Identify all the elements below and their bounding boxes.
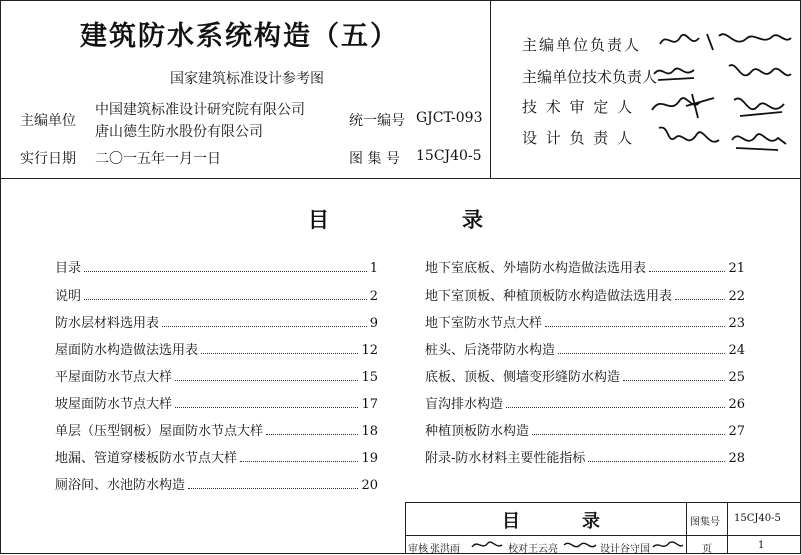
toc-entry-page: 17: [361, 397, 378, 412]
toc-entry[interactable]: [425, 446, 745, 466]
leader-dots: [675, 299, 725, 300]
impl-date: 二〇一五年一月一日: [95, 151, 221, 167]
signature-mark: [655, 26, 795, 54]
approval-label: 主编单位负责人: [522, 36, 642, 54]
editor-units: [95, 99, 305, 143]
toc-entry-title: 说明: [55, 289, 82, 304]
unified-no: GJCT-093: [416, 110, 483, 126]
signature-mark: [470, 537, 506, 553]
signature-mark: [651, 537, 685, 553]
toc-entry[interactable]: [425, 365, 745, 385]
toc-entry[interactable]: [425, 338, 745, 358]
leader-dots: [506, 407, 725, 408]
toc-entry-page: 26: [728, 397, 745, 412]
toc-entry[interactable]: [425, 256, 745, 276]
toc-entry-title: 盲沟排水构造: [425, 397, 504, 412]
toc-entry-page: 19: [361, 451, 378, 466]
toc-entry[interactable]: [425, 284, 745, 304]
atlas-no-label: 图 集 号: [349, 151, 400, 167]
leader-dots: [188, 488, 358, 489]
atlas-title: 建筑防水系统构造（五）: [80, 21, 399, 52]
toc-entry-title: 目录: [55, 261, 82, 276]
divider: [406, 535, 801, 536]
sheet-title-char: 目: [502, 511, 520, 532]
unified-no-label: 统一编号: [349, 113, 405, 129]
toc-entry-title: 平屋面防水节点大样: [55, 370, 173, 385]
atlas-no: 15CJ40-5: [734, 513, 781, 524]
toc-entry-page: 28: [728, 451, 745, 466]
toc-entry-page: 23: [728, 316, 745, 331]
toc-entry-page: 20: [361, 478, 378, 493]
toc-entry[interactable]: [55, 338, 378, 358]
toc-entry-title: 地下室顶板、种植顶板防水构造做法选用表: [425, 289, 673, 304]
approval-label: 设 计 负 责 人: [522, 129, 635, 147]
signature-mark: [725, 58, 795, 88]
toc-title-char: 录: [462, 207, 483, 232]
toc-entry-title: 坡屋面防水节点大样: [55, 397, 173, 412]
toc-entry[interactable]: [425, 419, 745, 439]
leader-dots: [162, 326, 367, 327]
check-name: 王云亮: [528, 544, 558, 555]
toc-entry-page: 9: [369, 316, 378, 331]
design-label: 设计: [600, 544, 620, 555]
divider: [727, 503, 728, 554]
toc-entry-title: 种植顶板防水构造: [425, 424, 530, 439]
toc-entry[interactable]: [425, 311, 745, 331]
toc-entry-title: 附录-防水材料主要性能指标: [425, 451, 586, 466]
leader-dots: [84, 271, 367, 272]
atlas-no-label: 图集号: [690, 517, 720, 528]
toc-entry-page: 18: [361, 424, 378, 439]
toc-entry-page: 2: [369, 289, 378, 304]
leader-dots: [649, 271, 725, 272]
page-label: 页: [702, 544, 712, 555]
leader-dots: [175, 407, 358, 408]
divider: [686, 503, 687, 554]
check-label: 校对: [508, 544, 528, 555]
toc-entry-title: 屋面防水构造做法选用表: [55, 343, 199, 358]
page-no: 1: [758, 540, 765, 551]
toc-entry-page: 25: [728, 370, 745, 385]
review-name: 张洪雨: [430, 544, 460, 555]
leader-dots: [545, 326, 725, 327]
leader-dots: [623, 380, 725, 381]
signature-mark: [730, 90, 790, 124]
toc-entry-page: 27: [728, 424, 745, 439]
toc-entry[interactable]: [55, 284, 378, 304]
review-label: 审核: [408, 544, 428, 555]
atlas-subtitle: 国家建筑标准设计参考图: [170, 71, 324, 87]
toc-entry-page: 12: [361, 343, 378, 358]
toc-entry[interactable]: [55, 473, 378, 493]
atlas-no: 15CJ40-5: [416, 148, 482, 164]
leader-dots: [201, 353, 358, 354]
signature-mark: [655, 120, 725, 154]
header-info: [0, 0, 491, 178]
toc-entry[interactable]: [55, 365, 378, 385]
toc-entry-page: 21: [728, 261, 745, 276]
toc-entry-title: 地下室底板、外墙防水构造做法选用表: [425, 261, 647, 276]
signature-mark: [648, 88, 718, 122]
toc-entry[interactable]: [55, 256, 378, 276]
editor-unit: 中国建筑标准设计研究院有限公司: [95, 102, 305, 118]
impl-date-label: 实行日期: [20, 151, 76, 167]
leader-dots: [558, 353, 725, 354]
leader-dots: [84, 299, 367, 300]
approval-label: 技 术 审 定 人: [522, 98, 635, 116]
title-block: [405, 502, 801, 554]
approval-label: 主编单位技术负责人: [522, 68, 658, 86]
toc-entry-page: 24: [728, 343, 745, 358]
toc-entry-title: 地漏、管道穿楼板防水节点大样: [55, 451, 238, 466]
signature-mark: [650, 60, 700, 84]
toc-entry[interactable]: [55, 419, 378, 439]
toc-entry-page: 22: [728, 289, 745, 304]
editor-label: 主编单位: [20, 113, 76, 129]
toc-entry-title: 桩头、后浇带防水构造: [425, 343, 556, 358]
toc-entry[interactable]: [55, 311, 378, 331]
toc-entry-page: 15: [361, 370, 378, 385]
leader-dots: [266, 434, 358, 435]
editor-unit: 唐山德生防水股份有限公司: [95, 124, 263, 140]
signature-mark: [562, 537, 598, 553]
toc-entry-title: 防水层材料选用表: [55, 316, 160, 331]
toc-entry-title: 厕浴间、水池防水构造: [55, 478, 186, 493]
toc-entry-title: 地下室防水节点大样: [425, 316, 543, 331]
toc-entry[interactable]: [55, 446, 378, 466]
toc-entry-title: 底板、顶板、侧墙变形缝防水构造: [425, 370, 621, 385]
toc-entry[interactable]: [55, 392, 378, 412]
leader-dots: [532, 434, 725, 435]
toc-entry-title: 单层（压型钢板）屋面防水节点大样: [55, 424, 264, 439]
toc-entry[interactable]: [425, 392, 745, 412]
toc-entry-page: 1: [369, 261, 378, 276]
header-block: [0, 0, 801, 179]
design-name: 谷守国: [620, 544, 650, 555]
signature-mark: [728, 124, 790, 154]
leader-dots: [175, 380, 358, 381]
leader-dots: [588, 461, 725, 462]
toc-title-char: 目: [308, 207, 329, 232]
sheet-title-char: 录: [582, 511, 600, 532]
leader-dots: [240, 461, 358, 462]
